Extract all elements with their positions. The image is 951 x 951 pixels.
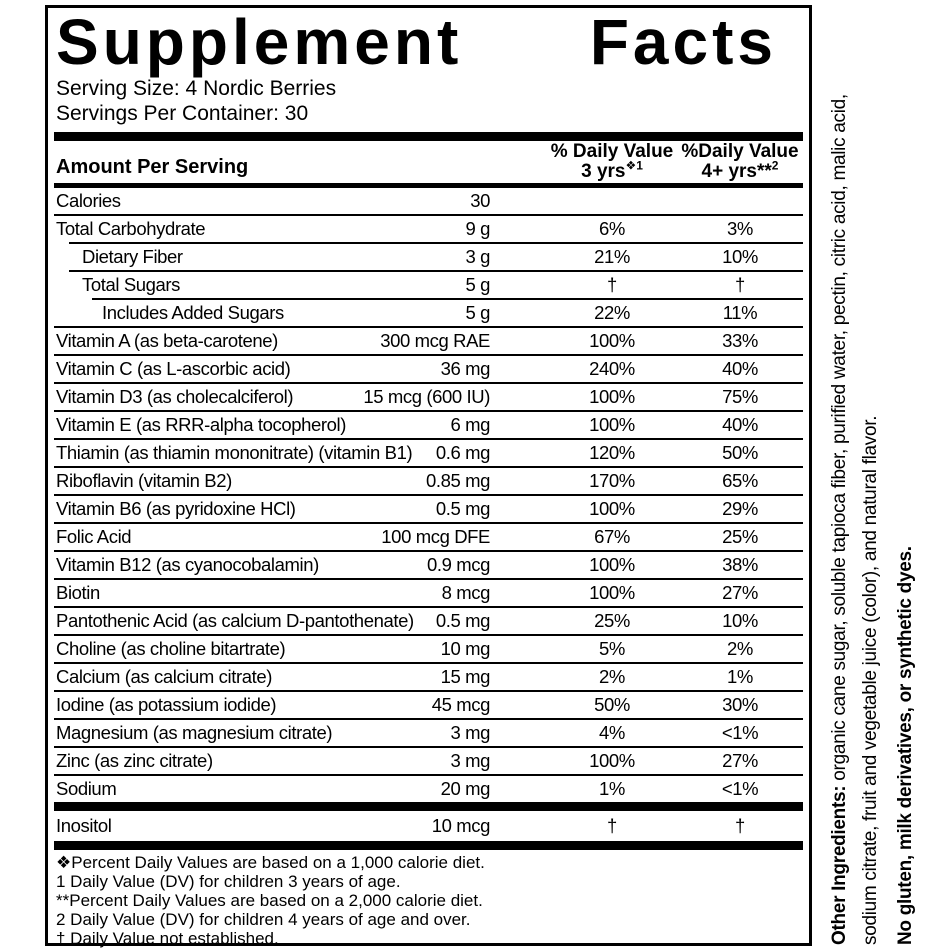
- divider-bar-below-inositol: [54, 841, 803, 850]
- allergen-note: No gluten, milk derivatives, or synthetic dyes.: [895, 546, 916, 945]
- nutrient-dv-4plus: †: [735, 815, 745, 836]
- nutrient-name: Magnesium (as magnesium citrate): [56, 722, 333, 743]
- table-row: [54, 776, 803, 802]
- table-row: [54, 664, 803, 690]
- nutrient-name: Vitamin E (as RRR-alpha tocopherol): [56, 414, 347, 435]
- nutrient-amount: 15 mcg (600 IU): [363, 386, 490, 407]
- nutrient-name: Calories: [56, 190, 121, 211]
- other-ingredients-line2: sodium citrate, fruit and vegetable juice (color), and natural flavor.: [860, 415, 881, 945]
- nutrient-dv-3yrs: 21%: [594, 246, 630, 267]
- nutrient-name: Total Carbohydrate: [56, 218, 206, 239]
- dv3-header-line2: 3 yrs: [581, 161, 626, 182]
- table-row: [54, 524, 803, 550]
- nutrient-name: Vitamin D3 (as cholecalciferol): [56, 386, 294, 407]
- nutrient-dv-4plus: †: [735, 274, 745, 295]
- table-header: [54, 141, 803, 183]
- nutrient-amount: 36 mg: [440, 358, 490, 379]
- nutrient-name: Pantothenic Acid (as calcium D-pantothenate): [56, 610, 414, 631]
- table-row: [54, 188, 803, 214]
- nutrient-dv-3yrs: 4%: [599, 722, 625, 743]
- nutrient-dv-3yrs: 100%: [589, 582, 635, 603]
- nutrient-name: Inositol: [56, 815, 112, 836]
- nutrient-dv-4plus: 10%: [722, 246, 758, 267]
- nutrient-dv-3yrs: 22%: [594, 302, 630, 323]
- nutrient-dv-3yrs: 100%: [589, 330, 635, 351]
- nutrient-amount: 8 mcg: [441, 582, 490, 603]
- nutrient-dv-3yrs: 67%: [594, 526, 630, 547]
- nutrient-dv-4plus: 29%: [722, 498, 758, 519]
- nutrient-amount: 45 mcg: [431, 694, 490, 715]
- nutrient-name: Iodine (as potassium iodide): [56, 694, 277, 715]
- other-ingredients-list-part1: organic cane sugar, soluble tapioca fiber, purified water, pectin, citric acid, malic acid,: [829, 94, 850, 786]
- table-row: [54, 412, 803, 438]
- nutrient-name: Vitamin B6 (as pyridoxine HCl): [56, 498, 296, 519]
- nutrient-dv-3yrs: 170%: [589, 470, 635, 491]
- other-ingredients-line1: [824, 7, 855, 945]
- nutrient-name: Vitamin A (as beta-carotene): [56, 330, 278, 351]
- nutrient-name: Choline (as choline bitartrate): [56, 638, 286, 659]
- nutrient-name: Folic Acid: [56, 526, 132, 547]
- nutrient-name: Vitamin C (as L-ascorbic acid): [56, 358, 291, 379]
- dv4-header-line2: 4+ yrs: [701, 161, 757, 182]
- nutrient-dv-4plus: 50%: [722, 442, 758, 463]
- nutrient-dv-4plus: <1%: [721, 778, 759, 799]
- table-row: [54, 552, 803, 578]
- nutrient-amount: 20 mg: [440, 778, 490, 799]
- table-row: [54, 496, 803, 522]
- table-row: [54, 440, 803, 466]
- table-row-inositol: [54, 811, 803, 841]
- nutrient-dv-3yrs: 100%: [589, 554, 635, 575]
- nutrient-dv-4plus: 40%: [722, 358, 758, 379]
- nutrient-rows: [54, 188, 803, 802]
- title-word-supplement: Supplement: [56, 6, 463, 78]
- table-row: [54, 720, 803, 746]
- nutrient-dv-3yrs: 100%: [589, 414, 635, 435]
- nutrient-amount: 100 mcg DFE: [381, 526, 490, 547]
- nutrient-dv-4plus: 10%: [722, 610, 758, 631]
- page-title: [54, 8, 803, 76]
- footnote-dv-children-4plus: 2 Daily Value (DV) for children 4 years of age and over.: [56, 910, 471, 929]
- nutrient-dv-4plus: 3%: [727, 218, 753, 239]
- footnote-percent-dv-1000: ❖Percent Daily Values are based on a 1,000 calorie diet.: [56, 853, 485, 872]
- nutrient-amount: 0.9 mcg: [426, 554, 490, 575]
- nutrient-amount: 6 mg: [450, 414, 490, 435]
- nutrient-dv-4plus: 1%: [727, 666, 753, 687]
- dv3-header-superscript: ❖1: [625, 158, 643, 173]
- divider-bar-above-inositol: [54, 802, 803, 811]
- nutrient-dv-4plus: 27%: [722, 750, 758, 771]
- nutrient-name: Vitamin B12 (as cyanocobalamin): [56, 554, 319, 575]
- table-row: [54, 468, 803, 494]
- table-row: [54, 272, 803, 298]
- nutrient-amount: 10 mcg: [431, 815, 490, 836]
- nutrient-amount: 0.6 mg: [435, 442, 490, 463]
- nutrient-dv-4plus: 40%: [722, 414, 758, 435]
- table-row: [54, 580, 803, 606]
- divider-bar-top: [54, 132, 803, 141]
- nutrient-dv-4plus: 2%: [727, 638, 753, 659]
- nutrient-dv-4plus: 75%: [722, 386, 758, 407]
- nutrient-dv-3yrs: †: [607, 274, 617, 295]
- nutrient-name: Calcium (as calcium citrate): [56, 666, 272, 687]
- dv4-header-line1: %Daily Value: [681, 141, 799, 162]
- nutrient-name: Riboflavin (vitamin B2): [56, 470, 232, 491]
- nutrient-dv-4plus: 30%: [722, 694, 758, 715]
- footnote-percent-dv-2000: **Percent Daily Values are based on a 2,000 calorie diet.: [56, 891, 483, 910]
- nutrient-amount: 5 g: [465, 274, 490, 295]
- nutrient-amount: 3 g: [465, 246, 490, 267]
- table-row: [54, 384, 803, 410]
- nutrient-name: Biotin: [56, 582, 100, 603]
- footnotes: [54, 853, 803, 948]
- table-row: [54, 328, 803, 354]
- nutrient-amount: 15 mg: [440, 666, 490, 687]
- nutrient-amount: 5 g: [465, 302, 490, 323]
- table-row: [54, 216, 803, 242]
- nutrient-amount: 10 mg: [440, 638, 490, 659]
- nutrient-dv-3yrs: 2%: [599, 666, 625, 687]
- column-header-amount-per-serving: Amount Per Serving: [56, 156, 249, 178]
- title-word-facts: Facts: [589, 6, 777, 78]
- nutrient-amount: 9 g: [465, 218, 490, 239]
- footnote-dv-children-3: 1 Daily Value (DV) for children 3 years of age.: [56, 872, 401, 891]
- nutrient-name: Total Sugars: [82, 274, 181, 295]
- table-row: [54, 608, 803, 634]
- table-row: [54, 356, 803, 382]
- nutrient-dv-3yrs: 120%: [589, 442, 635, 463]
- serving-size: Serving Size: 4 Nordic Berries: [56, 77, 337, 100]
- column-header-daily-value-4plus: [677, 142, 803, 182]
- dv4-header-asterisks: **: [757, 161, 772, 182]
- nutrient-dv-4plus: 25%: [722, 526, 758, 547]
- nutrient-dv-3yrs: 100%: [589, 750, 635, 771]
- nutrient-name: Thiamin (as thiamin mononitrate) (vitamin B1): [56, 442, 413, 463]
- nutrient-amount: 30: [470, 190, 490, 211]
- nutrient-amount: 0.85 mg: [425, 470, 490, 491]
- table-row: [54, 244, 803, 270]
- column-header-daily-value-3yrs: [532, 142, 692, 182]
- servings-per-container: Servings Per Container: 30: [56, 102, 309, 125]
- table-row: [54, 692, 803, 718]
- nutrient-dv-3yrs: 1%: [599, 778, 625, 799]
- nutrient-dv-3yrs: 100%: [589, 498, 635, 519]
- other-ingredients-heading: Other Ingredients:: [829, 785, 850, 945]
- nutrient-amount: 0.5 mg: [435, 498, 490, 519]
- nutrient-amount: 300 mcg RAE: [380, 330, 490, 351]
- nutrient-name: Sodium: [56, 778, 117, 799]
- footnote-dv-not-established: † Daily Value not established.: [56, 929, 279, 948]
- side-ingredients-panel: [824, 7, 921, 945]
- nutrient-amount: 3 mg: [450, 750, 490, 771]
- nutrient-dv-4plus: 11%: [722, 302, 758, 323]
- nutrient-dv-4plus: <1%: [721, 722, 759, 743]
- nutrient-dv-3yrs: 25%: [594, 610, 630, 631]
- nutrient-dv-3yrs: 240%: [589, 358, 635, 379]
- nutrient-dv-3yrs: 6%: [599, 218, 625, 239]
- nutrient-dv-4plus: 65%: [722, 470, 758, 491]
- table-row: [54, 748, 803, 774]
- nutrient-dv-3yrs: †: [607, 815, 617, 836]
- table-row: [54, 636, 803, 662]
- dv3-header-line1: % Daily Value: [550, 141, 674, 162]
- nutrient-name: Dietary Fiber: [82, 246, 183, 267]
- supplement-facts-panel: [45, 5, 812, 946]
- nutrient-dv-4plus: 27%: [722, 582, 758, 603]
- nutrient-dv-3yrs: 5%: [599, 638, 625, 659]
- nutrient-name: Zinc (as zinc citrate): [56, 750, 213, 771]
- nutrient-amount: 0.5 mg: [435, 610, 490, 631]
- table-row: [54, 300, 803, 326]
- dv4-header-superscript: 2: [771, 158, 779, 173]
- nutrient-dv-4plus: 38%: [722, 554, 758, 575]
- nutrient-amount: 3 mg: [450, 722, 490, 743]
- nutrient-dv-3yrs: 100%: [589, 386, 635, 407]
- nutrient-name: Includes Added Sugars: [102, 302, 284, 323]
- nutrient-dv-4plus: 33%: [722, 330, 758, 351]
- nutrient-dv-3yrs: 50%: [594, 694, 630, 715]
